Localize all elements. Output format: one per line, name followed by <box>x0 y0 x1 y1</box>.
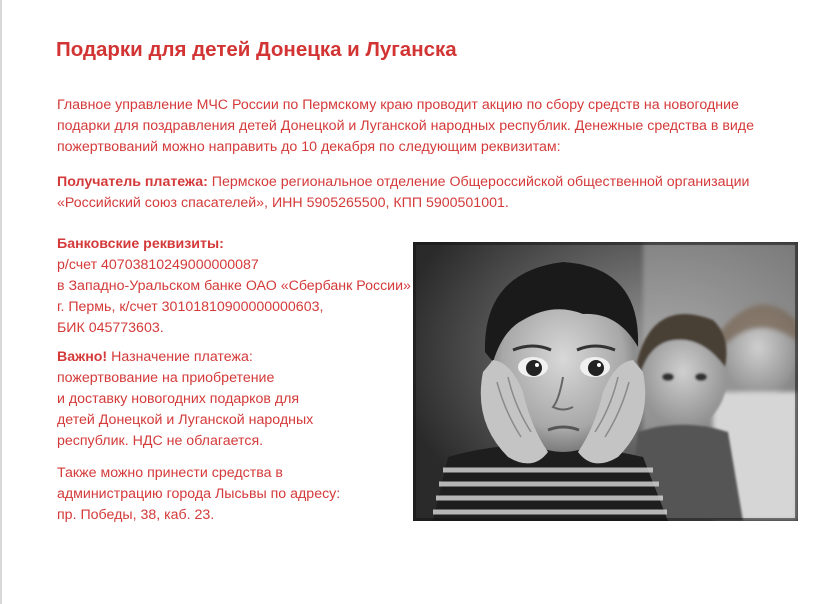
bank-details <box>57 234 411 339</box>
recipient-paragraph <box>57 172 749 214</box>
important-line-4: детей Донецкой и Луганской народных <box>57 412 314 428</box>
important-line-3: и доставку новогодних подарков для <box>57 391 300 407</box>
bank-line-4: БИК 045773603. <box>57 320 164 336</box>
also-line-2: администрацию города Лысьвы по адресу: <box>57 486 341 502</box>
intro-line-2: подарки для поздравления детей Донецкой и Луганской народных республик. Денежные средства в виде <box>57 118 754 134</box>
recipient-line-2: «Российский союз спасателей», ИНН 5905265500, КПП 5900501001. <box>57 195 509 211</box>
recipient-line-1: Пермское региональное отделение Общероссийской общественной организации <box>207 174 750 190</box>
bank-line-2: в Западно-Уральском банке ОАО «Сбербанк России» <box>57 278 411 294</box>
page-title: Подарки для детей Донецка и Луганска <box>56 38 457 61</box>
bank-line-3: г. Пермь, к/счет 30101810900000000603, <box>57 299 324 315</box>
important-note <box>57 347 313 452</box>
important-line-2: пожертвование на приобретение <box>57 370 275 386</box>
important-label: Важно! <box>57 349 108 365</box>
also-paragraph <box>57 463 340 526</box>
children-photo <box>413 242 798 521</box>
important-line-1: Назначение платежа: <box>107 349 253 365</box>
bank-label: Банковские реквизиты: <box>57 236 224 252</box>
bank-line-1: р/счет 40703810249000000087 <box>57 257 259 273</box>
also-line-1: Также можно принести средства в <box>57 465 283 481</box>
recipient-label: Получатель платежа: <box>57 174 208 190</box>
intro-paragraph <box>57 95 754 158</box>
important-line-5: республик. НДС не облагается. <box>57 433 264 449</box>
intro-line-3: пожертвований можно направить до 10 декабря по следующим реквизитам: <box>57 139 561 155</box>
page-edge <box>0 0 2 604</box>
also-line-3: пр. Победы, 38, каб. 23. <box>57 507 215 523</box>
intro-line-1: Главное управление МЧС России по Пермскому краю проводит акцию по сбору средств на новогодние <box>57 97 739 113</box>
